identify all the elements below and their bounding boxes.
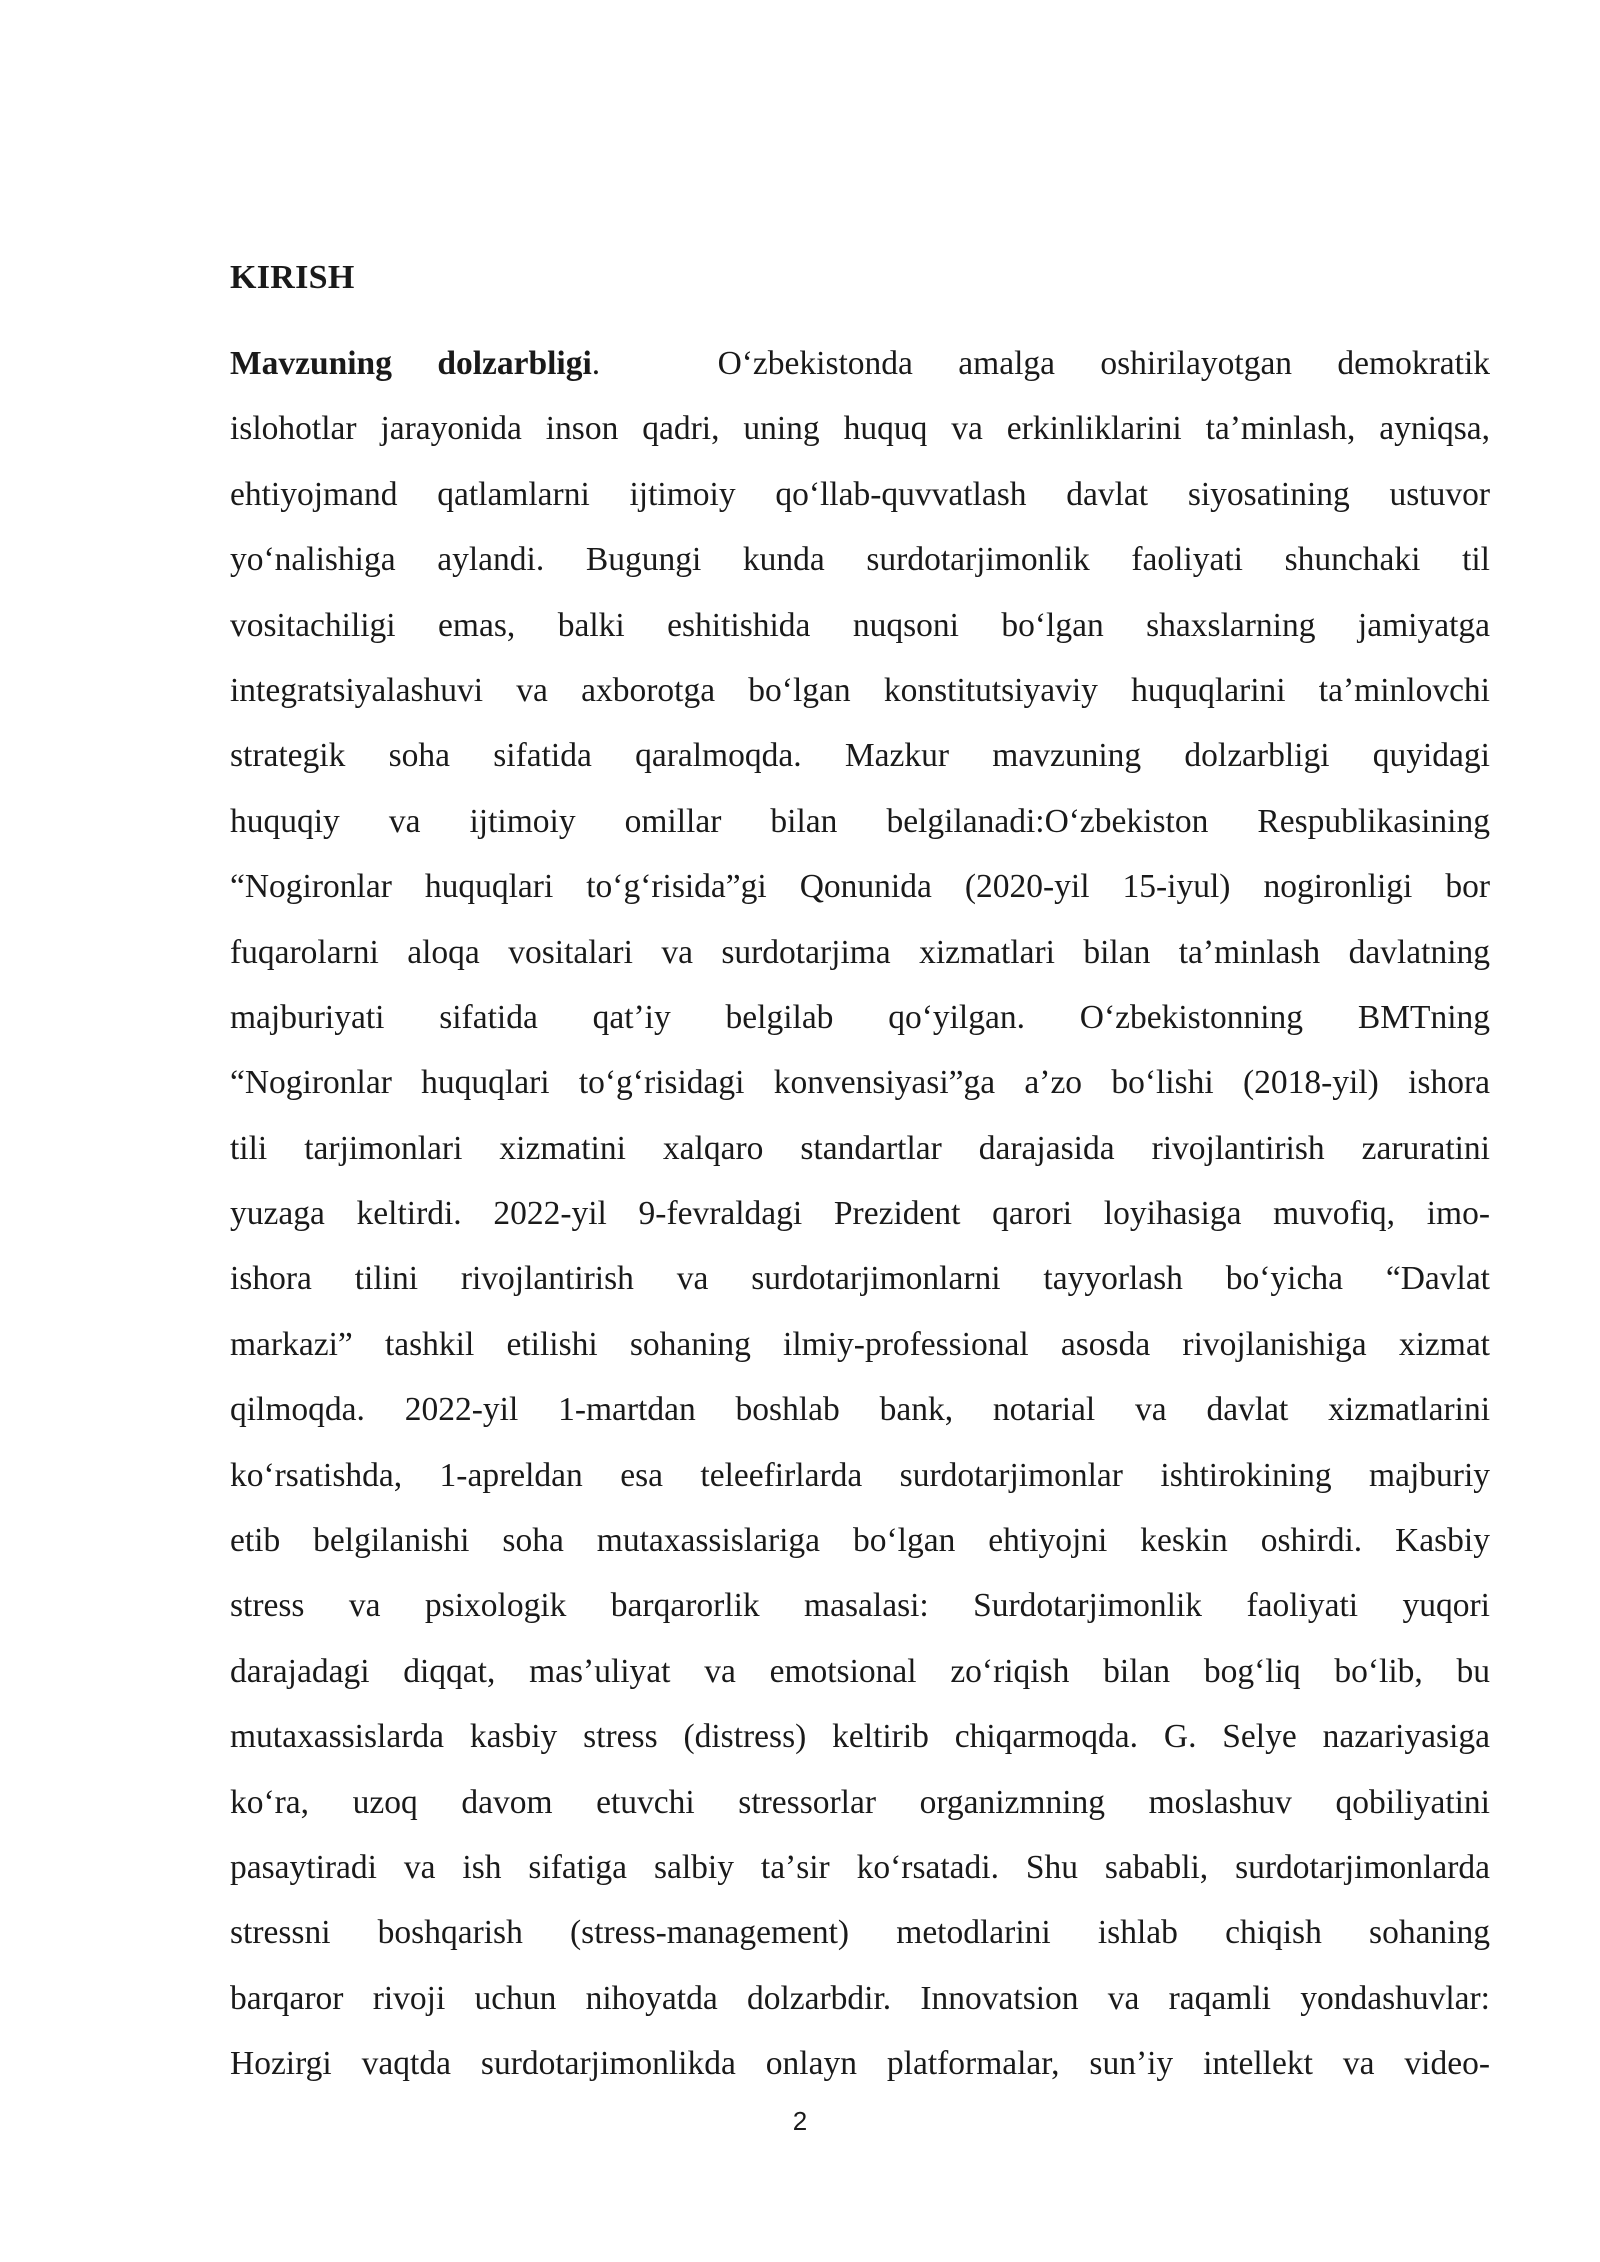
text-line: huquqiy va ijtimoiy omillar bilan belgilanadi:Oʻzbekiston Respublikasining [230,802,1490,840]
text-line: pasaytiradi va ish sifatiga salbiy taʼsir koʻrsatadi. Shu sababli, surdotarjimonlarda [230,1848,1490,1886]
text-line: tili tarjimonlari xizmatini xalqaro standartlar darajasida rivojlantirish zaruratini [230,1129,1490,1167]
lead-label-punct: . [591,345,601,382]
lead-label [230,345,600,382]
text-line: islohotlar jarayonida inson qadri, uning huquq va erkinliklarini taʼminlash, ayniqsa, [230,410,1490,448]
text-line: majburiyati sifatida qatʼiy belgilab qoʻyilgan. Oʻzbekistonning BMTning [230,998,1490,1036]
text-line: stress va psixologik barqarorlik masalasi: Surdotarjimonlik faoliyati yuqori [230,1587,1490,1625]
text-line: qilmoqda. 2022-yil 1-martdan boshlab bank, notarial va davlat xizmatlarini [230,1391,1490,1429]
page-number: 2 [792,2106,808,2136]
text-line: koʻra, uzoq davom etuvchi stressorlar organizmning moslashuv qobiliyatini [230,1783,1490,1821]
text-line: strategik soha sifatida qaralmoqda. Mazkur mavzuning dolzarbligi quyidagi [230,737,1490,775]
text-line: ehtiyojmand qatlamlarni ijtimoiy qoʻllab-quvvatlash davlat siyosatining ustuvor [230,475,1490,513]
text-line: Oʻzbekistonda amalga oshirilayotgan demokratik [717,345,1491,382]
paragraph-first-line [230,331,1490,396]
text-line: koʻrsatishda, 1-apreldan esa teleefirlarda surdotarjimonlar ishtirokining majburiy [230,1456,1490,1494]
text-line: yuzaga keltirdi. 2022-yil 9-fevraldagi Prezident qarori loyihasiga muvofiq, imo- [230,1195,1490,1233]
text-line: integratsiyalashuvi va axborotga boʻlgan konstitutsiyaviy huquqlarini taʼminlovchi [230,671,1490,709]
text-line: barqaror rivoji uchun nihoyatda dolzarbdir. Innovatsion va raqamli yondashuvlar: [230,1979,1490,2017]
text-line: markazi” tashkil etilishi sohaning ilmiy-professional asosda rivojlanishiga xizmat [230,1325,1490,1363]
text-line: yoʻnalishiga aylandi. Bugungi kunda surdotarjimonlik faoliyati shunchaki til [230,541,1490,579]
text-line: darajadagi diqqat, masʼuliyat va emotsional zoʻriqish bilan bogʻliq boʻlib, bu [230,1652,1490,1690]
text-line: “Nogironlar huquqlari toʻgʻrisida”gi Qonunida (2020-yil 15-iyul) nogironligi bor [230,868,1490,906]
text-line: “Nogironlar huquqlari toʻgʻrisidagi konvensiyasi”ga aʼzo boʻlishi (2018-yil) ishora [230,1064,1490,1102]
text-line: stressni boshqarish (stress-management) metodlarini ishlab chiqish sohaning [230,1914,1490,1952]
text-line: fuqarolarni aloqa vositalari va surdotarjima xizmatlari bilan taʼminlash davlatning [230,933,1490,971]
lead-label-text: Mavzuning dolzarbligi [230,345,592,382]
section-heading: KIRISH [230,259,355,296]
body-paragraph [230,331,1490,2097]
text-line: ishora tilini rivojlantirish va surdotarjimonlarni tayyorlash boʻyicha “Davlat [230,1260,1490,1298]
text-line: etib belgilanishi soha mutaxassislariga boʻlgan ehtiyojni keskin oshirdi. Kasbiy [230,1522,1490,1560]
text-line: Hozirgi vaqtda surdotarjimonlikda onlayn platformalar, sunʼiy intellekt va video- [230,2045,1490,2083]
text-line: mutaxassislarda kasbiy stress (distress) keltirib chiqarmoqda. G. Selye nazariyasiga [230,1718,1490,1756]
text-line: vositachiligi emas, balki eshitishida nuqsoni boʻlgan shaxslarning jamiyatga [230,606,1490,644]
